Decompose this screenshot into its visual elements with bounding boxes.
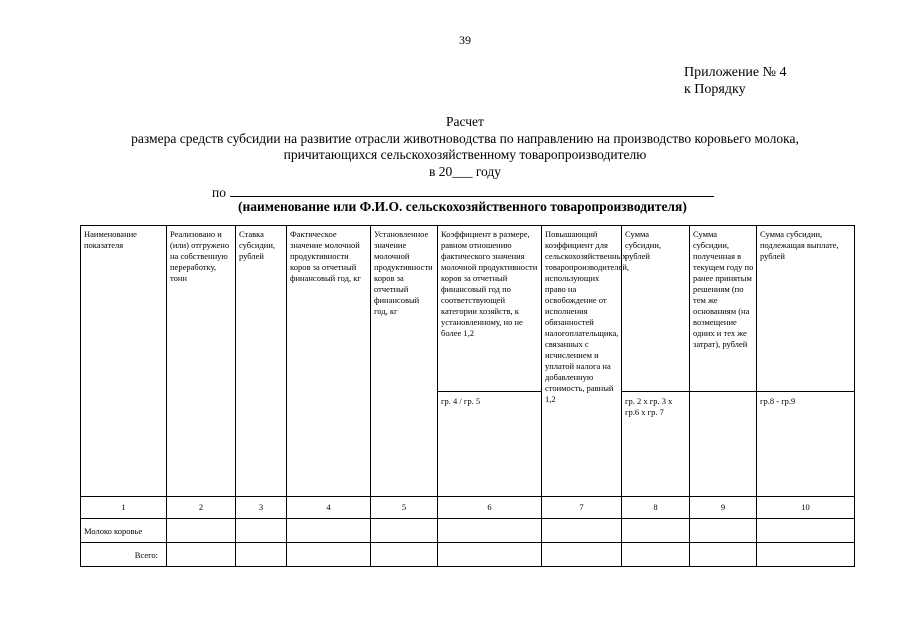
table-cell [438,543,542,567]
row-label-milk: Молоко коровье [81,519,167,543]
table-cell [690,543,757,567]
title-line-1: Расчет [446,114,484,129]
column-number: 3 [236,497,287,519]
header-col-3: Ставка субсидии, рублей [236,226,287,497]
table-cell [287,543,371,567]
header-col-2: Реализовано и (или) отгружено на собственную переработку, тонн [167,226,236,497]
column-number: 2 [167,497,236,519]
header-col-9: Сумма субсидии, полученная в текущем году по ранее принятым решениям (по тем же основаниям (на возмещение одних и тех же затрат), рублей [690,226,757,392]
table-cell [371,543,438,567]
table-header-row [81,226,855,392]
producer-caption: (наименование или Ф.И.О. сельскохозяйственного товаропроизводителя) [238,199,687,214]
table-cell [542,519,622,543]
column-number: 6 [438,497,542,519]
formula-col-8: гр. 2 х гр. 3 х гр.6 х гр. 7 [622,392,690,497]
header-col-6: Коэффициент в размере, равном отношению фактического значения молочной продуктивности коров за отчетный финансовый год по соответствующей категории хозяйств, к установленному, но не более 1,2 [438,226,542,392]
table-cell [438,519,542,543]
row-label-total: Всего: [81,543,167,567]
column-number-row [81,497,855,519]
table-cell [622,519,690,543]
column-number: 9 [690,497,757,519]
header-col-10: Сумма субсидии, подлежащая выплате, рублей [757,226,855,392]
document-title [0,114,905,180]
header-col-8: Сумма субсидии, рублей [622,226,690,392]
header-col-4: Фактическое значение молочной продуктивности коров за отчетный финансовый год, кг [287,226,371,497]
table-cell [236,519,287,543]
column-number: 7 [542,497,622,519]
column-number: 8 [622,497,690,519]
table-row [81,543,855,567]
table-cell [167,519,236,543]
formula-col-10: гр.8 - гр.9 [757,392,855,497]
appendix-header [684,64,787,98]
header-col-1: Наименование показателя [81,226,167,497]
appendix-line-1: Приложение № 4 [684,65,787,80]
table-cell [371,519,438,543]
appendix-line-2: к Порядку [684,82,746,97]
table-cell [287,519,371,543]
title-line-4: в 20___ году [428,163,502,179]
table-cell [622,543,690,567]
table-cell [236,543,287,567]
header-col-7: Повышающий коэффициент для сельскохозяйственных товаропроизводителей, использующих право на освобождение от исполнения обязанностей налогоплательщика, связанных с исчислением и уплатой налога на добавленную стоимость, равный 1,2 [542,226,622,497]
column-number: 10 [757,497,855,519]
table-cell [167,543,236,567]
title-line-2: размера средств субсидии на развитие отрасли животноводства по направлению на производство коровьего молока, [131,130,799,146]
table-row [81,519,855,543]
formula-col-6: гр. 4 / гр. 5 [438,392,542,497]
producer-blank-field [230,183,714,197]
column-number: 1 [81,497,167,519]
page-number: 39 [459,33,471,47]
formula-col-9 [690,392,757,497]
table-cell [690,519,757,543]
producer-prefix: по [212,185,226,200]
column-number: 4 [287,497,371,519]
table-cell [542,543,622,567]
calculation-table [80,225,855,567]
table-cell [757,519,855,543]
table-cell [757,543,855,567]
column-number: 5 [371,497,438,519]
header-col-5: Установленное значение молочной продуктивности коров за отчетный финансовый год, кг [371,226,438,497]
title-line-3: причитающихся сельскохозяйственному товаропроизводителю [283,147,647,162]
